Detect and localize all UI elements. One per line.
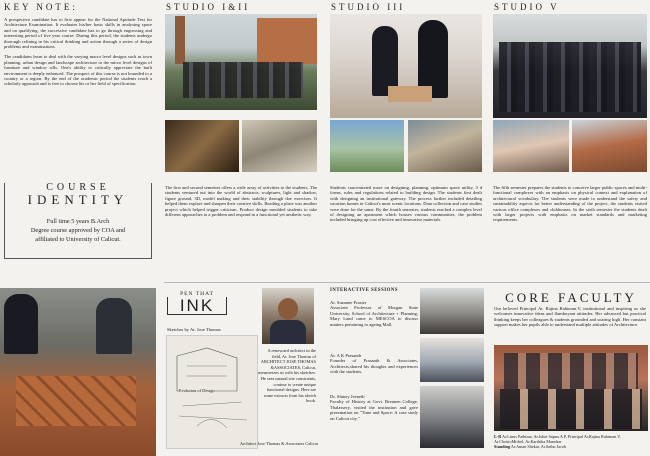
studio-5-heading: STUDIO V xyxy=(494,2,560,12)
jose-thomas-description: A renowned architect in the field, Ar. Jose Thomas of ARCHITECT JOSE THOMAS &ASSOCIATES, Calicut, mesmerizes us with his sketches. He sees natural site constraints, contour to create unique functional designs. Here are some extracts from his sketch book. xyxy=(258,348,316,404)
sketches-subtitle: Sketches by Ar. Jose Thomas xyxy=(167,327,221,332)
sketch-label: Evolution of Design xyxy=(179,388,215,393)
session-1-text: Associate Professor of Morgan State University, School of Architecture + Planning, Mary Land came to MESCOA to discuss matters pertaining to ageing Mall. xyxy=(330,305,418,327)
key-note-text xyxy=(4,17,152,92)
course-identity-text xyxy=(5,217,151,244)
studio-1-model-photo xyxy=(165,120,239,172)
session-3 xyxy=(330,394,418,421)
session-3-photo xyxy=(420,386,484,448)
core-faculty-text: Our beloved Principal Ar. Rajina Rahiman.V, institutional and inspiring as she welcomes innovative ideas and flamboyant attitudes. Her advanced but practical thinking keeps her colleagues & students grounded and soaring high. Her constant support makes her pupils able to understand multiple attitudes of Architecture. xyxy=(494,306,646,328)
studio-3-heading: STUDIO III xyxy=(331,2,406,12)
studio-1-text: The first and second semester offers a wide array of activities to the students. The students ventured out into the world of abstracts, sculptures, light and shadow, figure ground, 3D, model making and their stability through doe exercises. It helped them explore and sharpen their creative skills. Reading a place was another project which helped trigger criticism. Product design moulded students to take different approaches to a problem and respond in a functional yet aesthetic way. xyxy=(165,185,317,218)
key-note-para-2: The candidates learn to deal with the varying macro level designs such as town planning, urban design and landscape architecture to the micro level designs of furniture and window sills. One's ability to critically appreciate the built environment is deeply enhanced. The prospect of this course is not bounded to a country or a region. By the end of the academic period the students reach a scholarly approach and is free to choose his or her field of specification. xyxy=(4,54,152,87)
pen-that-label: PEN THAT xyxy=(180,291,214,297)
course-identity-title-1: COURSE xyxy=(5,182,151,193)
studio-1-heading: STUDIO I&II xyxy=(166,2,251,12)
session-3-text: Faculty of History at Govt. Brennen College, Thalassery, visited the institution and gave presentation on "Time and Space: A case study on Calicut city." xyxy=(330,399,418,421)
studio-3-site-photo xyxy=(408,120,482,172)
ink-label: INK xyxy=(167,297,227,315)
studio-5-group-photo xyxy=(493,14,647,118)
session-1-photo xyxy=(420,288,484,334)
jose-thomas-caption: Architect Jose Thomas & Associates Calicut xyxy=(239,441,318,446)
interactive-sessions-heading: INTERACTIVE SESSIONS xyxy=(330,288,398,293)
session-2 xyxy=(330,353,418,375)
session-3-name: Dr. Shiney Jeeneth xyxy=(330,394,365,399)
session-1-name: Ar. Suzanne Frasier xyxy=(330,300,367,305)
session-1 xyxy=(330,300,418,327)
key-note-para-1: A prospective candidate has to first appear for the National Aptitude Test for Architecture Examination. It evaluates his/her basic skills in analysing space and on qualifying, the successive candidate has to go through engrossing and interesting period of five year course. During this period, the students undergo thorough refining in his critical thinking and action through a series of design problems and examinations. xyxy=(4,17,152,50)
session-2-name: Ar. A K Prasanth xyxy=(330,353,362,358)
core-faculty-caption xyxy=(494,434,650,449)
studio-3-students-photo xyxy=(330,14,482,118)
caption-line-2: Ar.Aman Shekar, Ar.Saibu Jacob xyxy=(510,444,567,449)
brick-workshop-photo xyxy=(0,288,156,456)
studio-1-group-photo xyxy=(165,14,317,110)
studio-5-text: The fifth semester prepares the students to conceive larger public spaces and multi-functional complexes with an emphasis on physical context and explanation of architectural vocabulary. The students were made to understand the safety and sustainability aspects for better understanding of the project, the students visited various office complexes and clubhouses. In the sixth semester the students dealt with larger projects with emphasis on market standards and marketing requirements. xyxy=(493,185,647,223)
core-faculty-photo xyxy=(494,345,648,431)
session-2-text: Founder of Prasanth & Associates, Architects,shared his thoughts and experiences with the students. xyxy=(330,358,418,375)
key-note-heading: KEY NOTE: xyxy=(4,2,78,12)
core-faculty-heading: CORE FACULTY xyxy=(505,290,637,305)
studio-3-text: Students concentrated more on designing, planning, optimum space utility, 3 d forms, rules and regulations related to building design. The students first dealt with designing an institutional gateway. The process further included detailing vacation homes in Calicut's most scenic locations. Data collection and case studies were done for the same. By the fourth semester, students reached a complex level of designing an apartment which houses various communities, the problem included bringing up cost effective and innovative materials. xyxy=(330,185,482,223)
caption-lr-label: L-R xyxy=(494,434,502,439)
course-identity-title-2: IDENTITY xyxy=(27,192,129,207)
caption-line-1: Ar.Linus Pathima, Ar.Juhie Sapna.A.P, Principal Ar.Rajina Rahiman.V, Ar.ChristoMichel, Ar.Karthika Manohar xyxy=(494,434,621,444)
pen-that-ink-title xyxy=(167,291,227,315)
course-identity-line-3: affiliated to University of Calicut. xyxy=(35,236,121,243)
course-identity-line-1: Full time 5 years B.Arch xyxy=(46,218,110,225)
studio-5-building-photo xyxy=(572,120,647,172)
caption-standing-label: Standing xyxy=(494,444,511,449)
sketch-drawing xyxy=(166,335,258,449)
jose-thomas-portrait xyxy=(262,288,314,344)
studio-1-models-photo xyxy=(242,120,317,172)
studio-3-group-photo xyxy=(330,120,404,172)
course-identity-box xyxy=(4,183,152,259)
course-identity-line-2: Degree course approved by COA and xyxy=(30,227,126,234)
session-2-photo xyxy=(420,338,484,382)
studio-5-site-photo xyxy=(493,120,569,172)
section-divider xyxy=(164,282,650,283)
